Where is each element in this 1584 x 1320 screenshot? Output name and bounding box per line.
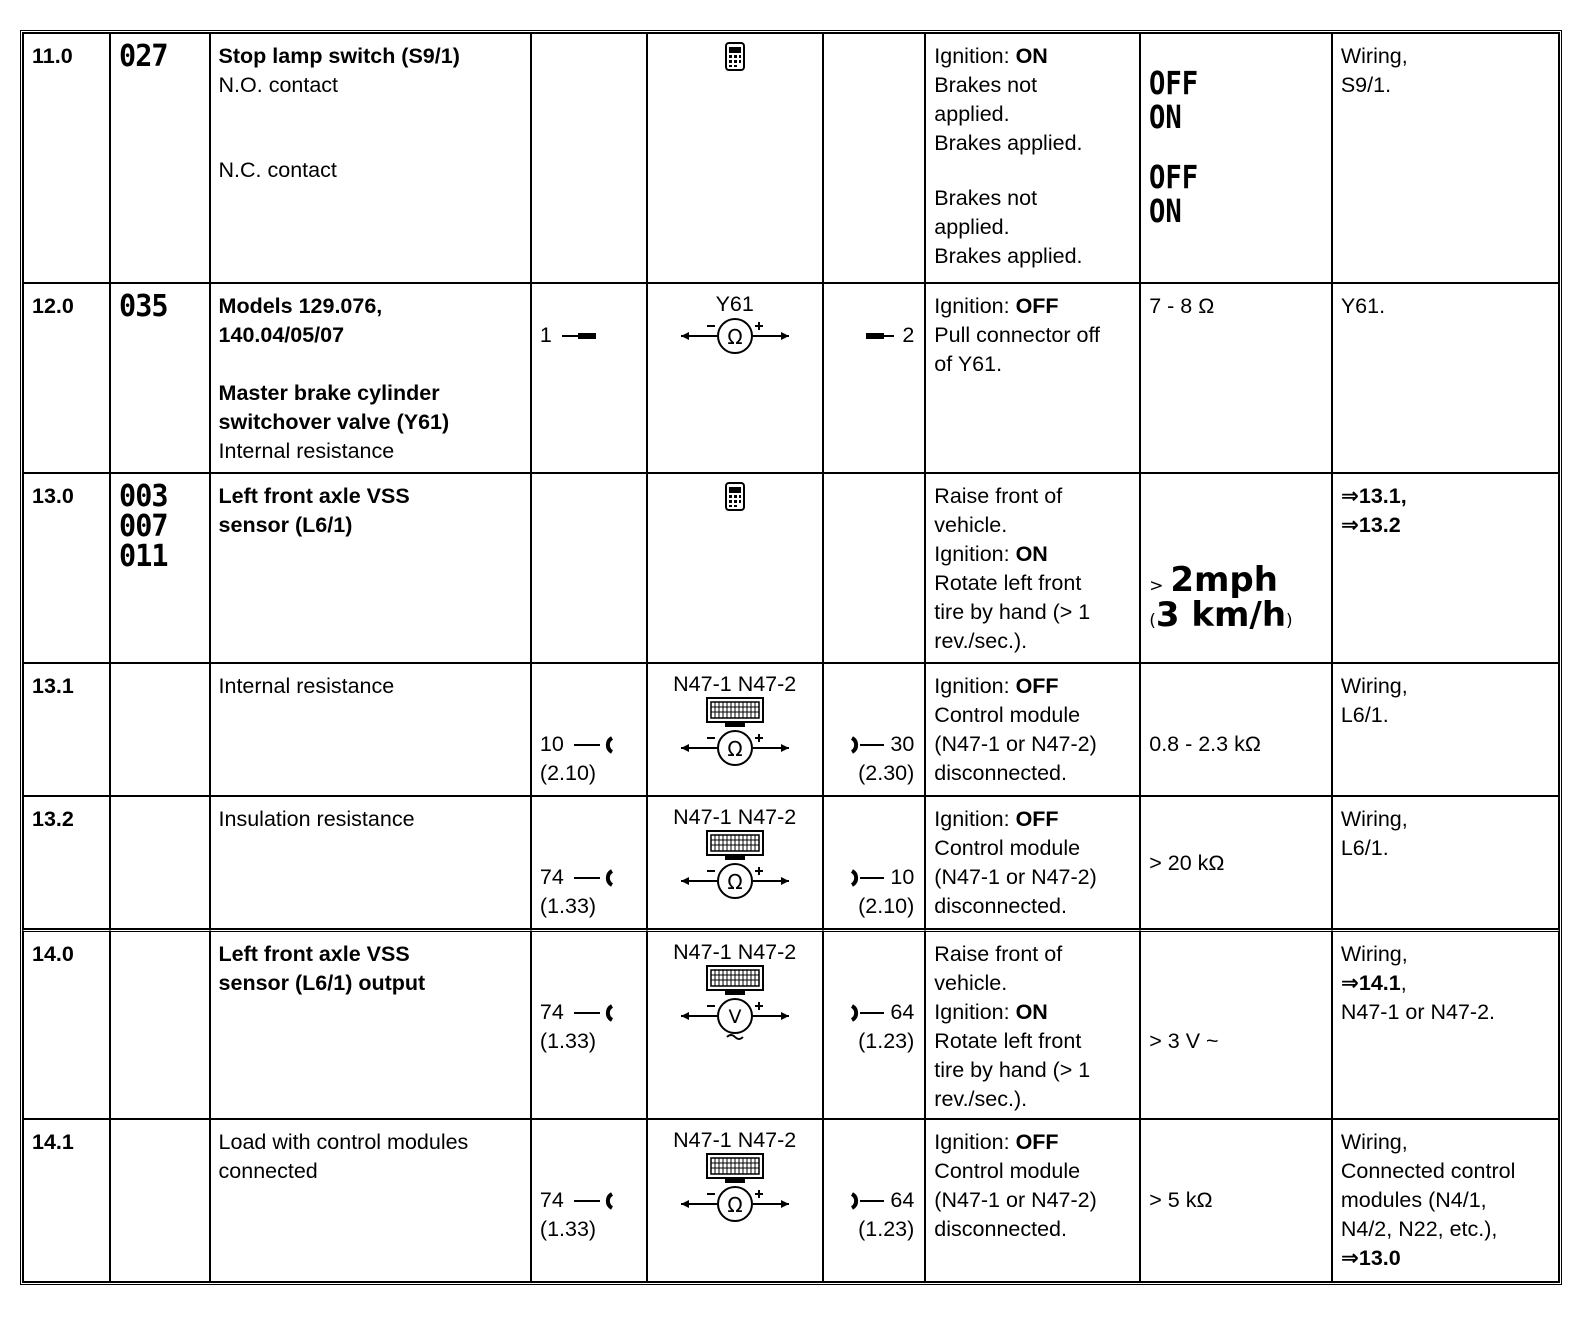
plug-icon [850, 1003, 884, 1023]
pin-right-cell [823, 929, 925, 1119]
test-description: Internal resistance [210, 663, 531, 796]
test-diagram-cell [647, 283, 823, 473]
possible-cause-remedy [1332, 473, 1559, 663]
voltmeter-icon [675, 996, 795, 1040]
pin-left-cell [531, 663, 647, 796]
step-number: 12.0 [23, 283, 110, 473]
pin-number: 64 [890, 1000, 915, 1024]
pin-sub-number: (1.33) [539, 1217, 597, 1241]
diagnostic-code: 027 [119, 39, 168, 74]
test-diagram-cell [647, 33, 823, 283]
diagnostic-code-cell [110, 473, 209, 663]
test-description: Insulation resistance [210, 796, 531, 929]
possible-cause-remedy: Y61. [1332, 283, 1559, 473]
socket-icon [570, 868, 614, 888]
diagnostic-code-cell [110, 1119, 209, 1282]
svg-text:Ω: Ω [727, 870, 743, 894]
diagnostic-code-cell [110, 33, 209, 283]
test-description: Models 129.076, 140.04/05/07 Master brake cylinder switchover valve (Y61) Internal resistance [210, 283, 531, 473]
step-number: 13.0 [23, 473, 110, 663]
socket-icon [570, 1191, 614, 1211]
impulse-tester-icon [724, 482, 746, 512]
diagnostic-code: 035 [119, 289, 168, 324]
pin-sub-number: (2.10) [539, 761, 597, 785]
lcd-value: ON [1149, 98, 1182, 136]
nominal-value [1140, 473, 1332, 663]
cross-reference-link[interactable]: ⇒13.2 [1340, 513, 1401, 537]
pin-right-cell [823, 1119, 925, 1282]
step-number: 13.1 [23, 663, 110, 796]
pin-left-cell [531, 33, 647, 283]
nominal-value: > 3 V ~ [1140, 929, 1332, 1119]
diagnostic-code-cell [110, 283, 209, 473]
pin-sub-number: (1.33) [539, 1029, 597, 1053]
diagnostic-code: 011 [119, 539, 168, 574]
pin-number: 74 [539, 1188, 564, 1212]
table-row [23, 283, 1559, 473]
step-number: 14.0 [23, 929, 110, 1119]
component-label: Y61 [715, 292, 754, 316]
test-diagram-cell [647, 796, 823, 929]
pin-number: 74 [539, 1000, 564, 1024]
test-condition: Ignition: OFF Pull connector off of Y61. [925, 283, 1140, 473]
test-subtitle: N.C. contact [218, 158, 337, 182]
pin-number: 2 [902, 323, 915, 347]
ohmmeter-icon [675, 861, 795, 901]
table-row [23, 663, 1559, 796]
pin-number: 10 [539, 732, 564, 756]
nominal-value: > 20 kΩ [1140, 796, 1332, 929]
pin-number: 64 [890, 1188, 915, 1212]
cross-reference-link[interactable]: ⇒13.1, [1340, 484, 1407, 508]
test-condition: Raise front of vehicle. Ignition: ON Rotate left front tire by hand (> 1 rev./sec.). [925, 929, 1140, 1119]
diagnostic-code-cell [110, 796, 209, 929]
test-condition: Raise front of vehicle. Ignition: ON Rotate left front tire by hand (> 1 rev./sec.). [925, 473, 1140, 663]
cross-reference-link[interactable]: ⇒14.1 [1340, 971, 1401, 995]
possible-cause-remedy: Wiring, S9/1. [1332, 33, 1559, 283]
pin-number: 30 [890, 732, 915, 756]
test-condition: Ignition: OFF Control module (N47-1 or N47-2) disconnected. [925, 1119, 1140, 1282]
table-row [23, 796, 1559, 929]
test-description: Left front axle VSS sensor (L6/1) [210, 473, 531, 663]
speed-readout: > 2mph (3 km/h) [1149, 560, 1293, 635]
nominal-value: 7 - 8 Ω [1140, 283, 1332, 473]
connector-block-icon [705, 964, 765, 996]
table-row [23, 33, 1559, 283]
test-procedure-table [20, 30, 1562, 1285]
pin-sub-number: (1.33) [539, 894, 597, 918]
possible-cause-remedy: Wiring, L6/1. [1332, 663, 1559, 796]
pin-right-cell [823, 663, 925, 796]
test-subtitle: N.O. contact [218, 73, 339, 97]
test-diagram-cell [647, 473, 823, 663]
table-row [23, 929, 1559, 1119]
impulse-tester-icon [724, 42, 746, 72]
possible-cause-remedy: Wiring, Connected control modules (N4/1, N4/2, N22, etc.), ⇒13.0 [1332, 1119, 1559, 1282]
pin-number: 74 [539, 865, 564, 889]
test-condition: Ignition: OFF Control module (N47-1 or N47-2) disconnected. [925, 663, 1140, 796]
test-condition: Ignition: ON Brakes not applied. Brakes applied. Brakes not applied. Brakes applied. [925, 33, 1140, 283]
pin-right-cell [823, 796, 925, 929]
pin-right-cell [823, 283, 925, 473]
connector-block-icon [705, 829, 765, 861]
socket-icon [570, 735, 614, 755]
plug-icon [850, 868, 884, 888]
ohmmeter-icon [675, 728, 795, 768]
pin-sub-number: (2.30) [858, 761, 915, 785]
component-label: N47-1 N47-2 [673, 672, 797, 696]
pin-right-cell [823, 33, 925, 283]
test-description [210, 33, 531, 283]
pin-left-cell [531, 283, 647, 473]
socket-icon [570, 1003, 614, 1023]
possible-cause-remedy: Wiring, ⇒14.1, N47-1 or N47-2. [1332, 929, 1559, 1119]
component-label: N47-1 N47-2 [673, 1128, 797, 1152]
table-row [23, 1119, 1559, 1282]
test-diagram-cell [647, 929, 823, 1119]
nominal-value: 0.8 - 2.3 kΩ [1140, 663, 1332, 796]
pin-left-cell [531, 929, 647, 1119]
lcd-value: OFF [1149, 64, 1199, 102]
pin-sub-number: (1.23) [858, 1217, 915, 1241]
test-description: Load with control modules connected [210, 1119, 531, 1282]
pin-plug-icon [862, 331, 896, 341]
component-label: N47-1 N47-2 [673, 805, 797, 829]
pin-left-cell [531, 473, 647, 663]
pin-left-cell [531, 796, 647, 929]
svg-text:Ω: Ω [727, 325, 743, 349]
diagnostic-code: 003 [119, 479, 168, 514]
pin-number: 10 [890, 865, 915, 889]
plug-icon [850, 735, 884, 755]
diagnostic-code-cell [110, 663, 209, 796]
cross-reference-link[interactable]: ⇒13.0 [1340, 1246, 1401, 1270]
step-number: 11.0 [23, 33, 110, 283]
svg-text:Ω: Ω [727, 737, 743, 761]
connector-block-icon [705, 1152, 765, 1184]
pin-number: 1 [539, 323, 552, 347]
table-row [23, 473, 1559, 663]
svg-text:Ω: Ω [727, 1193, 743, 1217]
ohmmeter-icon [675, 316, 795, 356]
test-condition: Ignition: OFF Control module (N47-1 or N47-2) disconnected. [925, 796, 1140, 929]
step-number: 14.1 [23, 1119, 110, 1282]
pin-sub-number: (1.23) [858, 1029, 915, 1053]
diagnostic-code-cell [110, 929, 209, 1119]
svg-text:V: V [728, 1006, 742, 1028]
test-title: Stop lamp switch (S9/1) [218, 44, 460, 68]
component-label: N47-1 N47-2 [673, 940, 797, 964]
pin-right-cell [823, 473, 925, 663]
plug-icon [850, 1191, 884, 1211]
pin-plug-icon [558, 331, 602, 341]
test-diagram-cell [647, 1119, 823, 1282]
diagnostic-code: 007 [119, 509, 168, 544]
nominal-value [1140, 33, 1332, 283]
nominal-value: > 5 kΩ [1140, 1119, 1332, 1282]
pin-left-cell [531, 1119, 647, 1282]
ohmmeter-icon [675, 1184, 795, 1224]
possible-cause-remedy: Wiring, L6/1. [1332, 796, 1559, 929]
test-description: Left front axle VSS sensor (L6/1) output [210, 929, 531, 1119]
step-number: 13.2 [23, 796, 110, 929]
connector-block-icon [705, 696, 765, 728]
lcd-value: ON [1149, 192, 1182, 230]
lcd-value: OFF [1149, 158, 1199, 196]
test-diagram-cell [647, 663, 823, 796]
pin-sub-number: (2.10) [858, 894, 915, 918]
